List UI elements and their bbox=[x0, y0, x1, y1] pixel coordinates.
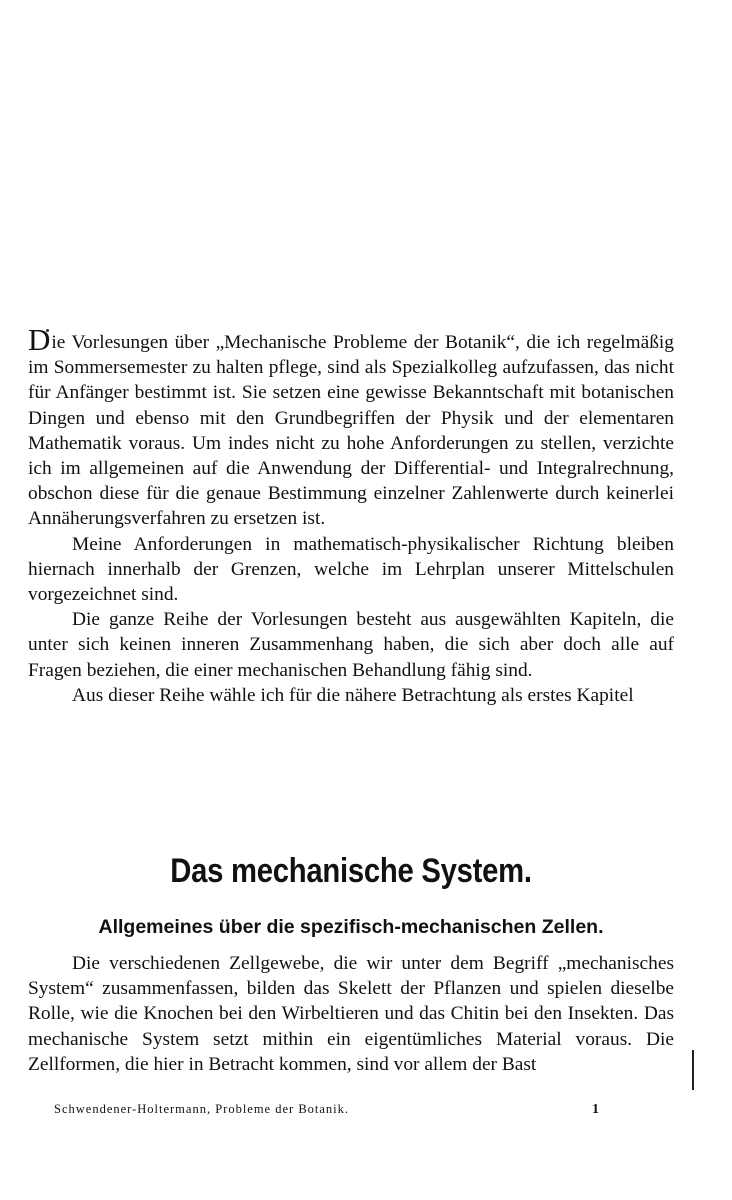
chapter-body bbox=[28, 951, 674, 1077]
page-number: 1 bbox=[592, 1102, 599, 1117]
intro-paragraph-3: Die ganze Reihe der Vorlesungen besteht aus ausgewählten Kapiteln, die unter sich keinen inneren Zusammenhang haben, die sich aber doch alle auf Fragen beziehen, die einer mechanischen Behandlung fähig sind. bbox=[28, 609, 674, 681]
chapter-title: Das mechanische System. bbox=[170, 852, 532, 890]
chapter-paragraph-1: Die verschiedenen Zellgewebe, die wir unter dem Begriff „mechanisches System“ zusammenfassen, bilden das Skelett der Pflanzen und spielen dieselbe Rolle, wie die Knochen bei den Wirbeltieren und das Chitin bei den Insekten. Das mechanische System setzt mithin ein eigentümliches Material voraus. Die Zellformen, die hier in Betracht kommen, sind vor allem der Bast bbox=[28, 953, 674, 1075]
intro-section bbox=[28, 322, 674, 708]
intro-paragraph-2: Meine Anforderungen in mathematisch-physikalischer Richtung bleiben hiernach innerhalb der Grenzen, welche im Lehrplan unserer Mittelschulen vorgezeichnet sind. bbox=[28, 533, 674, 606]
intro-paragraph-1 bbox=[28, 322, 674, 532]
drop-cap: D bbox=[28, 322, 51, 357]
intro-paragraph-1-text: ie Vorlesungen über „Mechanische Probleme der Botanik“, die ich regelmäßig im Sommersemester zu halten pflege, sind als Spezialkolleg aufzufassen, das nicht für Anfänger bestimmt ist. Sie setzen eine gewisse Bekanntschaft mit botanischen Dingen und ebenso mit den Grundbegriffen der Physik und der elementaren Mathematik voraus. Um indes nicht zu hohe Anforderungen zu stellen, verzichte ich im allgemeinen auf die Anwendung der Differential- und Integralrechnung, obschon diese für die genaue Bestimmung einzelner Zahlenwerte durch keinerlei Annäherungsverfahren zu ersetzen ist. bbox=[28, 332, 674, 530]
intro-paragraph-4: Aus dieser Reihe wähle ich für die nähere Betrachtung als erstes Kapitel bbox=[72, 684, 634, 706]
page-footer bbox=[54, 1102, 599, 1118]
section-heading: Allgemeines über die spezifisch-mechanischen Zellen. bbox=[98, 916, 604, 938]
page-content bbox=[28, 322, 674, 1075]
margin-mark bbox=[692, 1050, 694, 1090]
footer-author-title: Schwendener-Holtermann, Probleme der Botanik. bbox=[54, 1102, 350, 1116]
